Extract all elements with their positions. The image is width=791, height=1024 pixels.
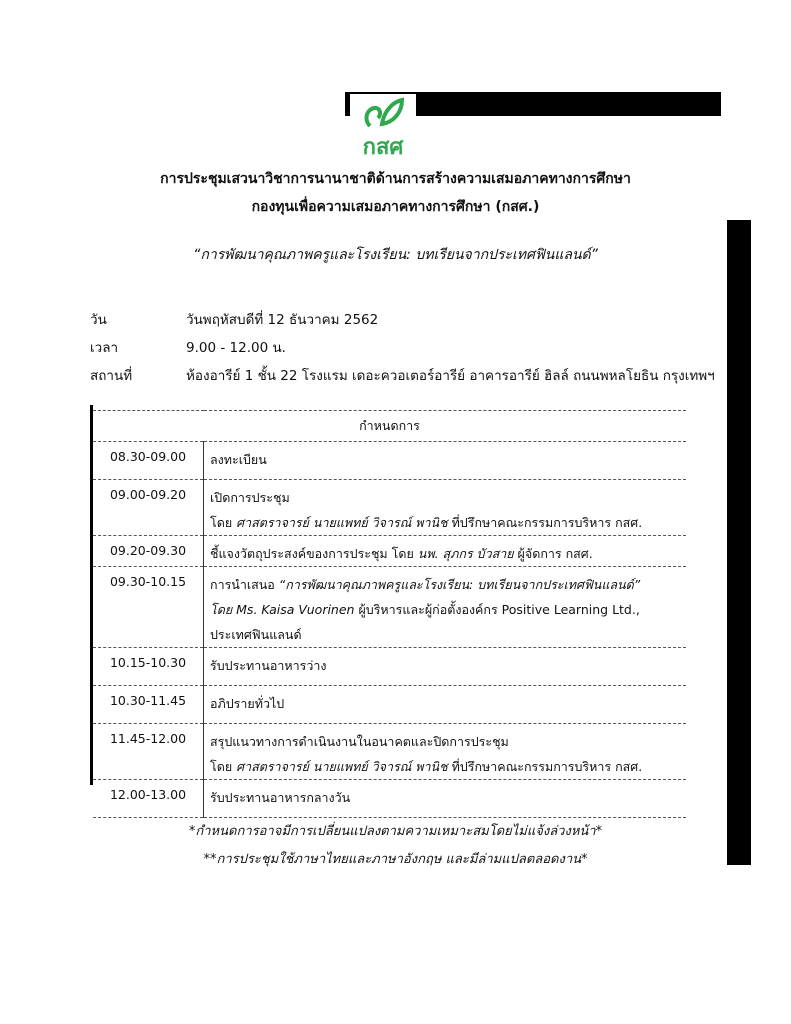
- row-text: การนำเสนอ: [210, 577, 279, 592]
- schedule-change-note: *กำหนดการอาจมีการเปลี่ยนแปลงตามความเหมาะสมโดยไม่แจ้งล่วงหน้า*: [188, 824, 603, 839]
- row-time: 10.30-11.45: [93, 686, 204, 724]
- speaker-name: นพ. สุภกร บัวสาย: [417, 546, 514, 561]
- table-row: [93, 536, 686, 567]
- row-desc: [204, 686, 687, 724]
- row-text: ลงทะเบียน: [210, 452, 267, 467]
- speaker-role: ที่ปรึกษาคณะกรรมการบริหาร กสศ.: [447, 515, 643, 530]
- table-row: [93, 480, 686, 536]
- row-by: [210, 510, 686, 535]
- table-row: [93, 780, 686, 818]
- row-time: 10.15-10.30: [93, 648, 204, 686]
- row-text: อภิปรายทั่วไป: [210, 696, 285, 711]
- row-time: 09.20-09.30: [93, 536, 204, 567]
- by-prefix: โดย: [210, 602, 237, 617]
- row-desc: [204, 442, 687, 480]
- logo-text: กสศ: [362, 135, 404, 160]
- row-desc: [204, 480, 687, 536]
- by-prefix: โดย: [210, 759, 237, 774]
- row-time: 08.30-09.00: [93, 442, 204, 480]
- row-text: รับประทานอาหารกลางวัน: [210, 790, 351, 805]
- leaf-icon: [360, 96, 406, 130]
- by-prefix: โดย: [210, 515, 237, 530]
- row-text: รับประทานอาหารว่าง: [210, 658, 327, 673]
- speaker-name: ศาสตราจารย์ นายแพทย์ วิจารณ์ พานิช: [236, 515, 448, 530]
- row-desc: [204, 648, 687, 686]
- logo: [350, 94, 416, 160]
- row-by: [210, 597, 686, 622]
- presentation-topic: “การพัฒนาคุณภาพครูและโรงเรียน: บทเรียนจากประเทศฟินแลนด์”: [278, 577, 641, 592]
- row-desc: [204, 724, 687, 780]
- speaker-role: ผู้บริหารและผู้ก่อตั้งองค์กร Positive Learning Ltd.,: [354, 602, 640, 617]
- place-value: ห้องอารีย์ 1 ชั้น 22 โรงแรม เดอะควอเตอร์อารีย์ อาคารอารีย์ ฮิลล์ ถนนพหลโยธิน กรุงเทพฯ: [186, 368, 715, 384]
- row-text: เปิดการประชุม: [210, 490, 290, 505]
- row-time: 09.30-10.15: [93, 567, 204, 648]
- row-by: [210, 754, 686, 779]
- table-row: [93, 567, 686, 648]
- row-time: 12.00-13.00: [93, 780, 204, 818]
- organization-name: กองทุนเพื่อความเสมอภาคทางการศึกษา (กสศ.): [251, 199, 540, 215]
- table-row: [93, 724, 686, 780]
- table-row: [93, 442, 686, 480]
- page-title: การประชุมเสวนาวิชาการนานาชาติด้านการสร้างความเสมอภาคทางการศึกษา: [160, 171, 631, 187]
- row-text: ชี้แจงวัตถุประสงค์ของการประชุม โดย: [210, 546, 418, 561]
- scan-border-right: [727, 220, 751, 865]
- event-topic: “การพัฒนาคุณภาพครูและโรงเรียน: บทเรียนจากประเทศฟินแลนด์”: [193, 247, 598, 263]
- schedule-table: [93, 410, 686, 818]
- row-desc: [204, 780, 687, 818]
- date-value: วันพฤหัสบดีที่ 12 ธันวาคม 2562: [186, 312, 379, 328]
- speaker-name: ศาสตราจารย์ นายแพทย์ วิจารณ์ พานิช: [236, 759, 448, 774]
- speaker-role: ที่ปรึกษาคณะกรรมการบริหาร กสศ.: [447, 759, 643, 774]
- table-row: [93, 686, 686, 724]
- table-row: [93, 648, 686, 686]
- row-desc: [204, 567, 687, 648]
- speaker-role: ผู้จัดการ กสศ.: [513, 546, 593, 561]
- row-time: 11.45-12.00: [93, 724, 204, 780]
- row-desc: [204, 536, 687, 567]
- date-label: วัน: [90, 312, 107, 328]
- language-note: **การประชุมใช้ภาษาไทยและภาษาอังกฤษ และมีล่ามแปลตลอดงาน*: [203, 852, 588, 867]
- row-topic: [210, 572, 686, 597]
- speaker-country: ประเทศฟินแลนด์: [210, 627, 302, 642]
- time-label: เวลา: [90, 340, 119, 356]
- row-time: 09.00-09.20: [93, 480, 204, 536]
- place-label: สถานที่: [90, 368, 133, 384]
- row-text: สรุปแนวทางการดำเนินงานในอนาคตและปิดการประชุม: [210, 734, 509, 749]
- time-value: 9.00 - 12.00 น.: [186, 340, 286, 356]
- schedule-header: กำหนดการ: [93, 411, 686, 442]
- speaker-name: Ms. Kaisa Vuorinen: [236, 602, 355, 617]
